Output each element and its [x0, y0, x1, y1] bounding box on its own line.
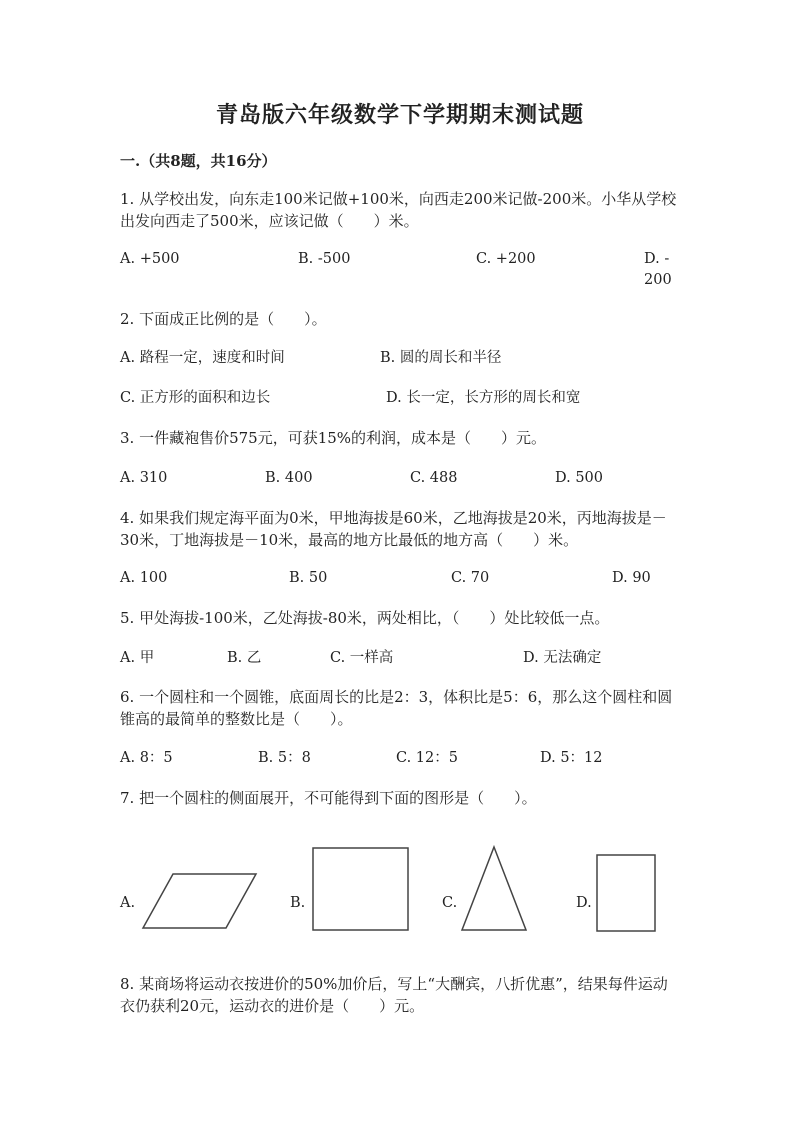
square-figure	[310, 845, 412, 933]
q6-option-d[interactable]: D. 5：12	[540, 750, 603, 766]
q5-option-a[interactable]: A. 甲	[120, 650, 155, 666]
q3-option-d[interactable]: D. 500	[555, 470, 604, 486]
q4-option-a[interactable]: A. 100	[120, 570, 168, 586]
q2-option-d[interactable]: D. 长一定，长方形的周长和宽	[386, 390, 581, 406]
q6-option-b[interactable]: B. 5：8	[258, 750, 311, 766]
q6-option-c[interactable]: C. 12：5	[396, 750, 458, 766]
page-title: 青岛版六年级数学下学期期末测试题	[215, 102, 584, 128]
q3-option-a[interactable]: A. 310	[120, 470, 168, 486]
rectangle-figure	[594, 852, 658, 934]
question-6: 6. 一个圆柱和一个圆锥，底面周长的比是2：3，体积比是5：6，那么这个圆柱和圆锥高的最简单的整数比是（ ）。	[120, 688, 673, 728]
question-7: 7. 把一个圆柱的侧面展开，不可能得到下面的图形是（ ）。	[120, 789, 537, 807]
q7-option-a[interactable]: A.	[120, 895, 136, 911]
question-3: 3. 一件藏袍售价575元，可获15%的利润，成本是（ ）元。	[120, 429, 547, 447]
q3-option-c[interactable]: C. 488	[410, 470, 458, 486]
triangle-figure	[458, 842, 530, 934]
q6-option-a[interactable]: A. 8：5	[120, 750, 173, 766]
q7-option-c[interactable]: C.	[442, 895, 458, 911]
q7-option-b[interactable]: B.	[290, 895, 306, 911]
q2-option-a[interactable]: A. 路程一定，速度和时间	[120, 350, 285, 366]
q5-option-c[interactable]: C. 一样高	[330, 650, 394, 666]
q3-option-b[interactable]: B. 400	[265, 470, 313, 486]
q1-option-d-text: D. -200	[644, 251, 672, 288]
question-1: 1. 从学校出发，向东走100米记做+100米，向西走200米记做-200米。小华从学校出发向西走了500米，应该记做（ ）米。	[120, 190, 677, 230]
question-8: 8. 某商场将运动衣按进价的50%加价后，写上“大酬宾，八折优惠”，结果每件运动衣仍获利20元，运动衣的进价是（ ）元。	[120, 975, 668, 1015]
question-2: 2. 下面成正比例的是（ ）。	[120, 310, 327, 328]
parallelogram-figure	[140, 870, 260, 932]
q2-option-c[interactable]: C. 正方形的面积和边长	[120, 390, 271, 406]
q1-option-b[interactable]: B. -500	[298, 251, 351, 267]
q1-option-a[interactable]: A. +500	[120, 251, 180, 267]
q1-option-d[interactable]	[120, 249, 678, 291]
section-heading: 一.（共8题，共16分）	[120, 152, 277, 170]
q5-option-d[interactable]: D. 无法确定	[523, 650, 602, 666]
q4-option-c[interactable]: C. 70	[451, 570, 490, 586]
q7-option-d[interactable]: D.	[576, 895, 592, 911]
question-4: 4. 如果我们规定海平面为0米，甲地海拔是60米，乙地海拔是20米，丙地海拔是－30米，丁地海拔是－10米，最高的地方比最低的地方高（ ）米。	[120, 509, 667, 549]
question-5: 5. 甲处海拔-100米，乙处海拔-80米，两处相比，（ ）处比较低一点。	[120, 609, 610, 627]
q1-option-c[interactable]: C. +200	[476, 251, 536, 267]
q4-option-b[interactable]: B. 50	[289, 570, 328, 586]
q4-option-d[interactable]: D. 90	[612, 570, 651, 586]
q2-option-b[interactable]: B. 圆的周长和半径	[380, 350, 502, 366]
q5-option-b[interactable]: B. 乙	[227, 650, 262, 666]
